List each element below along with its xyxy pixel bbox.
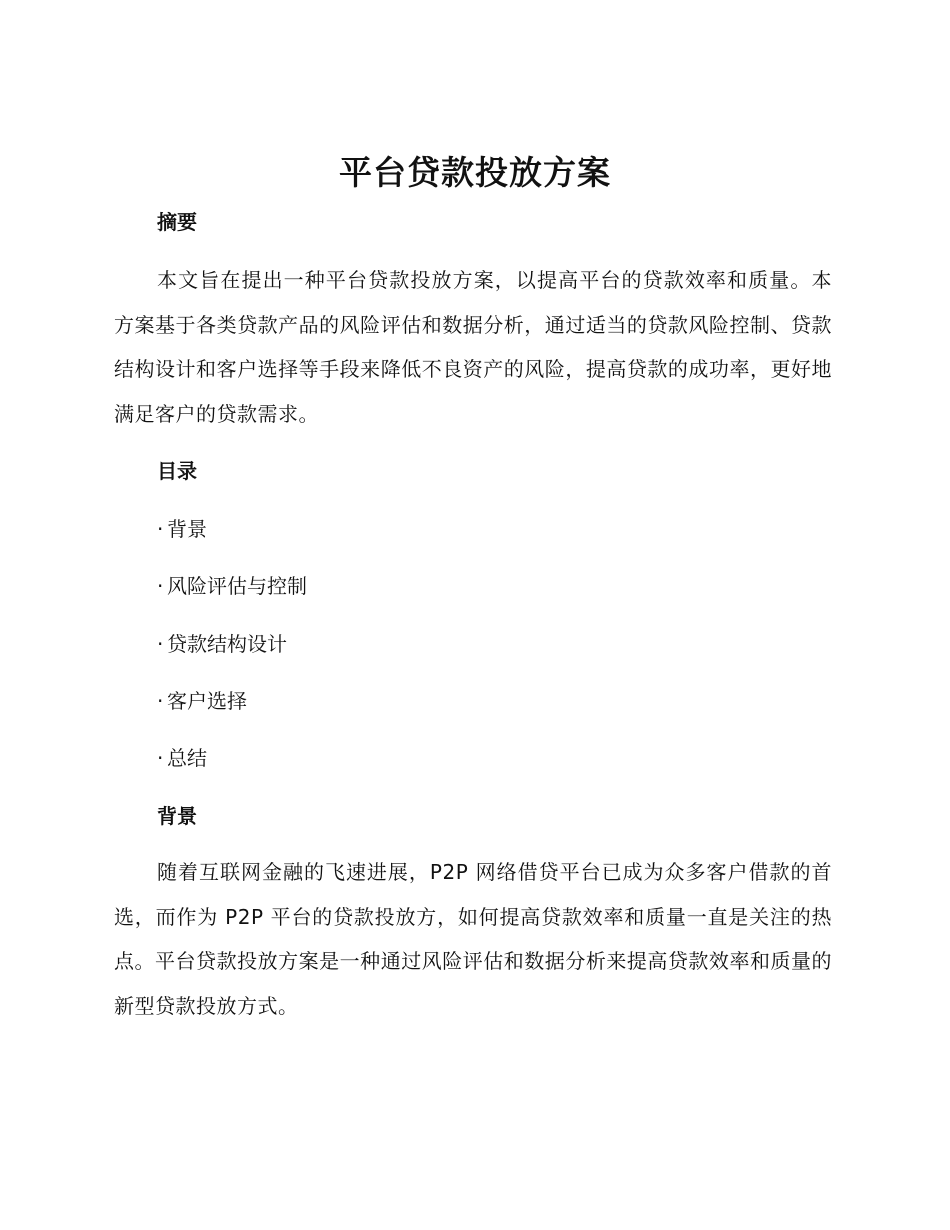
toc-heading: 目录: [157, 459, 197, 483]
toc-bullet: ·: [157, 746, 164, 770]
toc-bullet: ·: [157, 689, 164, 713]
abstract-paragraph: 本文旨在提出一种平台贷款投放方案，以提高平台的贷款效率和质量。本方案基于各类贷款产品的风险评估和数据分析，通过适当的贷款风险控制、贷款结构设计和客户选择等手段来降低不良资产的风险，提高贷款的成功率，更好地满足客户的贷款需求。: [114, 268, 832, 426]
toc-item-label: 贷款结构设计: [167, 632, 287, 656]
toc-bullet: ·: [157, 517, 164, 541]
toc-item-label: 背景: [167, 517, 207, 541]
background-paragraph: 随着互联网金融的飞速进展，P2P 网络借贷平台已成为众多客户借款的首选，而作为 P2P 平台的贷款投放方，如何提高贷款效率和质量一直是关注的热点。平台贷款投放方案是一种通过风险评估和数据分析来提高贷款效率和质量的新型贷款投放方式。: [114, 860, 832, 1018]
toc-item-customer: [157, 688, 247, 714]
page-title: 平台贷款投放方案: [339, 153, 611, 192]
background-heading: 背景: [157, 804, 197, 828]
toc-item-label: 客户选择: [167, 689, 247, 713]
abstract-heading: 摘要: [157, 210, 197, 234]
toc-item-label: 总结: [167, 746, 207, 770]
toc-item-summary: [157, 745, 207, 771]
toc-item-background: [157, 516, 207, 542]
toc-item-label: 风险评估与控制: [167, 574, 307, 598]
toc-item-structure: [157, 631, 287, 657]
toc-bullet: ·: [157, 632, 164, 656]
toc-item-risk: [157, 573, 307, 599]
toc-bullet: ·: [157, 574, 164, 598]
